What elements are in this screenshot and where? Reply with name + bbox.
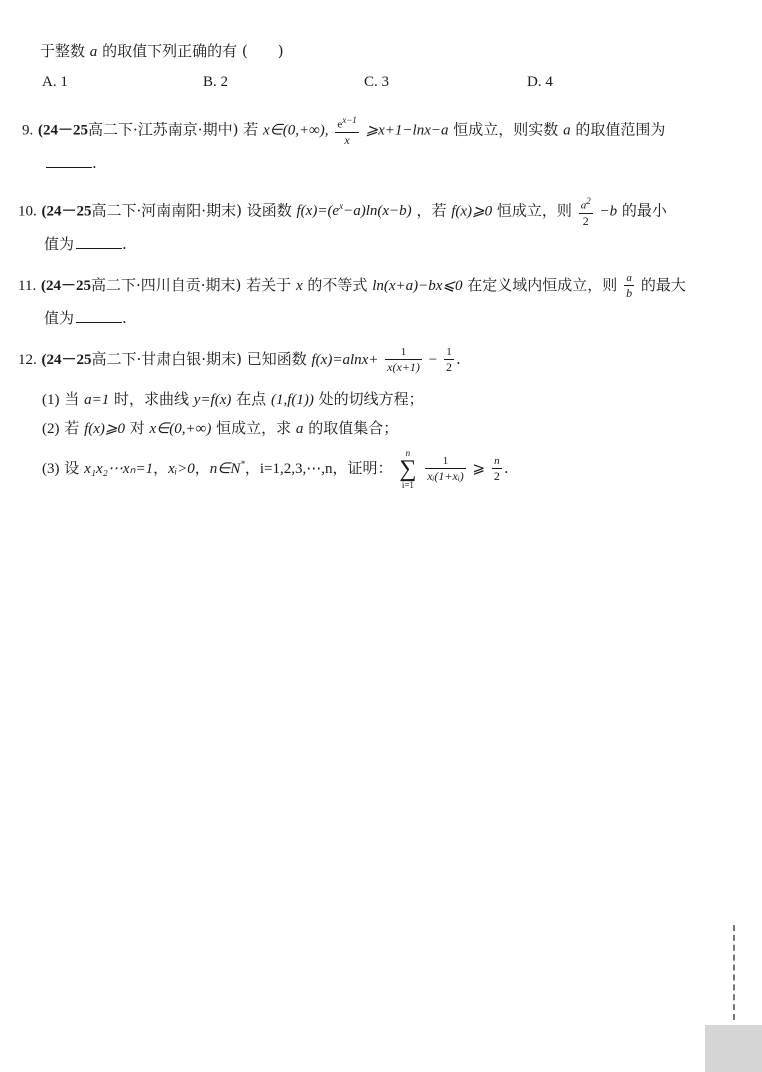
q10-minus-b: −b: [599, 203, 618, 220]
p3-rfrac-num: n: [492, 455, 502, 469]
q9-fraction: [335, 114, 358, 147]
p1-condition: a=1: [84, 392, 110, 408]
q11-frac-num: a: [624, 272, 634, 286]
p3-comma-3: ，: [244, 459, 260, 477]
option-b: B. 2: [203, 74, 229, 90]
question-number: 11.: [18, 278, 37, 294]
p3-fraction: [425, 455, 466, 483]
q10-text-2: ，若: [416, 201, 447, 220]
p2-text-2: 对: [129, 419, 145, 437]
p3-geq: ⩾: [472, 461, 486, 477]
answer-blank: [46, 155, 92, 168]
q10-function: [297, 203, 412, 219]
q11-text-2: 的不等式: [307, 276, 368, 294]
q10-func-1: f(x)=(e: [296, 203, 340, 220]
q12-frac1-num: 1: [385, 346, 422, 360]
p2-text-3: 恒成立，求: [216, 419, 292, 437]
q10-frac-sup: 2: [586, 196, 591, 206]
p2-condition: f(x)⩾0: [84, 421, 125, 437]
source-year: (24－25: [41, 203, 92, 220]
answer-blank: [76, 310, 122, 323]
q12-fraction-2: [444, 346, 454, 374]
source-year: (24－25: [40, 278, 91, 294]
question-number: 10.: [18, 203, 37, 220]
question-11-answer-line: [44, 307, 127, 328]
sum-upper: n: [405, 448, 411, 458]
q10-text-1: 设函数: [246, 201, 292, 220]
question-10-answer-line: [44, 233, 127, 254]
q9-inequality: ⩾x+1−lnx−a: [365, 122, 449, 139]
source-year: (24－25: [41, 352, 92, 368]
q9-condition: x∈(0,+∞),: [263, 122, 329, 139]
part-label: (2): [42, 421, 60, 437]
q11-text-3: 在定义域内恒成立，则: [467, 276, 618, 294]
p3-text-1: 设: [64, 459, 80, 477]
q9-var: a: [563, 122, 571, 139]
p2-text-4: 的取值集合；: [308, 419, 399, 437]
answer-paren-open: (: [241, 42, 248, 60]
q11-frac-den: b: [626, 286, 633, 300]
option-c: C. 3: [364, 74, 390, 90]
p3-condition-2-sup: *: [240, 459, 245, 469]
source-info: 高二下·河南南阳·期末): [91, 201, 242, 220]
q12-minus: −: [428, 352, 438, 368]
page-corner-shade: [705, 1025, 762, 1072]
p1-point: (1,f(1)): [270, 392, 314, 408]
p3-comma-1: ，: [153, 459, 169, 477]
q9-frac-sup: x−1: [342, 115, 357, 125]
q9-frac-num: e: [337, 118, 343, 131]
q11-text-1: 若关于: [246, 276, 292, 294]
sum-sigma: ∑: [399, 456, 417, 482]
question-12-part-1: [42, 388, 424, 409]
question-11: [18, 272, 686, 300]
q11-fraction: [624, 272, 634, 300]
question-number: 9.: [22, 122, 34, 139]
q10-func-2: −a)ln(x−b): [343, 203, 412, 220]
q10-func-sup: x: [339, 201, 344, 212]
question-12: [18, 346, 461, 374]
q11-text-4: 的最大: [640, 276, 686, 294]
q10-fraction: [579, 195, 593, 228]
q12-end: .: [455, 350, 461, 368]
q12-frac2-den: 2: [445, 360, 452, 374]
q11-inequality: ln(x+a)−bx⩽0: [372, 278, 463, 294]
p2-text-1: 若: [64, 419, 80, 437]
intro-text-post: 的取值下列正确的有: [102, 42, 238, 60]
p1-text-4: 处的切线方程；: [318, 390, 424, 408]
question-12-part-2: [42, 417, 398, 438]
q12-frac1-den: x(x+1): [387, 360, 420, 374]
q10-text-3: 恒成立，则: [496, 201, 572, 220]
p3-condition-2: n∈N: [209, 461, 241, 477]
q9-text-1: 若: [243, 120, 259, 139]
q12-function: f(x)=alnx+: [311, 352, 379, 368]
intro-var: a: [89, 44, 98, 60]
q12-text-1: 已知函数: [246, 350, 307, 368]
q11-end: .: [122, 309, 127, 327]
question-number: 12.: [18, 352, 37, 368]
p3-product: x₁x₂⋯xₙ=1: [84, 461, 154, 477]
p2-domain: x∈(0,+∞): [149, 421, 212, 437]
q10-condition: f(x)⩾0: [451, 203, 493, 220]
question-9-answer-line: [44, 154, 97, 172]
p3-frac-num: 1: [425, 455, 466, 469]
q10-frac-den: 2: [582, 213, 589, 228]
margin-dashed-line: [733, 925, 735, 1020]
p3-condition-1: xᵢ>0: [168, 461, 195, 477]
p3-index: i=1,2,3,⋯,n: [259, 461, 333, 477]
q12-fraction-1: [385, 346, 422, 374]
p3-text-2: ，证明：: [332, 459, 393, 477]
q9-text-3: 的取值范围为: [575, 120, 666, 139]
q10-frac-num: a: [580, 199, 587, 212]
q9-frac-den: x: [344, 132, 350, 147]
p3-end: .: [503, 459, 509, 477]
source-year: (24－25: [38, 122, 89, 139]
question-8-tail: [40, 40, 284, 61]
q12-frac2-num: 1: [444, 346, 454, 360]
source-info: 高二下·江苏南京·期中): [88, 120, 239, 139]
part-label: (3): [42, 461, 60, 477]
summation: [399, 448, 416, 490]
p1-curve: y=f(x): [193, 392, 232, 408]
source-info: 高二下·四川自贡·期末): [90, 276, 242, 294]
part-label: (1): [42, 392, 60, 408]
source-info: 高二下·甘肃白银·期末): [91, 350, 242, 368]
q11-var: x: [295, 278, 303, 294]
question-12-part-3: [42, 448, 509, 490]
option-a: A. 1: [42, 74, 68, 90]
question-9: [22, 114, 665, 147]
p3-frac-den: xᵢ(1+xᵢ): [427, 469, 464, 483]
p3-rfrac-den: 2: [493, 469, 500, 483]
question-10: [18, 195, 667, 228]
p2-var: a: [295, 421, 304, 437]
option-d: D. 4: [527, 74, 553, 90]
answer-paren-close: ): [277, 42, 284, 60]
intro-text-pre: 于整数: [40, 42, 86, 60]
sum-lower: i=1: [401, 480, 414, 490]
p3-comma-2: ，: [194, 459, 210, 477]
q10-text-5: 值为: [44, 235, 75, 253]
answer-blank: [76, 236, 122, 249]
p3-rhs-fraction: [492, 455, 502, 483]
p1-text-2: 时，求曲线: [113, 390, 189, 408]
q10-text-4: 的最小: [621, 201, 667, 220]
p1-text-1: 当: [64, 390, 80, 408]
q11-text-5: 值为: [44, 309, 75, 327]
p1-text-3: 在点: [236, 390, 267, 408]
q9-end: .: [92, 154, 97, 172]
q9-text-2: 恒成立，则实数: [453, 120, 559, 139]
q10-end: .: [122, 235, 127, 253]
